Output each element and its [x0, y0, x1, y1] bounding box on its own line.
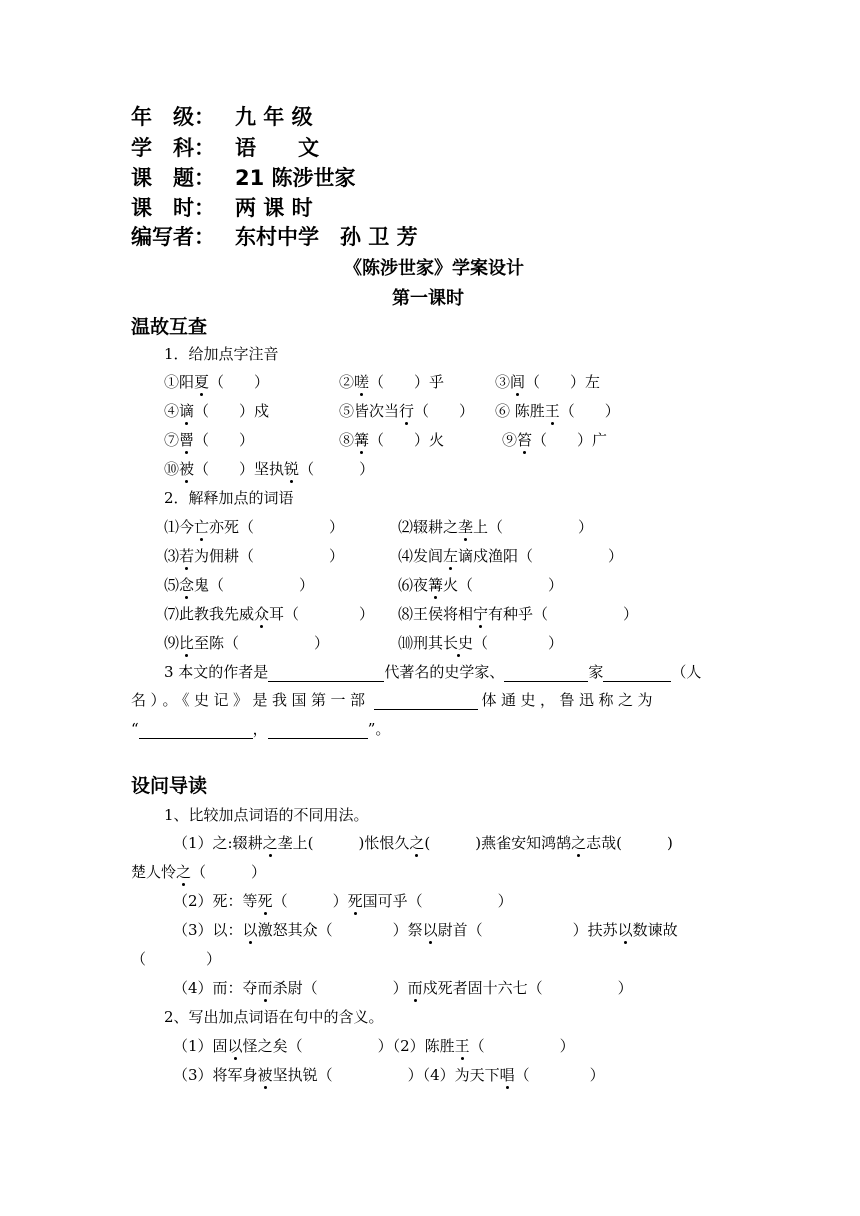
section-heading-review: 温故互查 — [131, 316, 208, 338]
q3-text: （人 — [671, 663, 702, 681]
q2-item: ⑷发闾左谪戍渔阳（ ） — [398, 547, 624, 565]
meta-grade-label: 年 级： — [131, 105, 215, 129]
answer-blank[interactable] — [268, 665, 384, 682]
q2-item: ⑼比至陈（ ） — [164, 634, 330, 652]
q3-text: ”。 — [367, 720, 391, 738]
s2-q2-b: （3）将军身被坚执锐（ ）（4）为天下唱（ ） — [173, 1066, 605, 1084]
meta-subject-label: 学 科： — [131, 136, 215, 160]
section-heading-guided-reading: 设问导读 — [131, 775, 208, 797]
q2-item: ⑵辍耕之垄上（ ） — [398, 518, 594, 536]
q1-item: ①阳夏（ ） — [164, 373, 270, 391]
q3-line3 — [131, 719, 390, 739]
meta-lesson-label: 课 题： — [131, 166, 215, 190]
q2-item: ⑴今亡亦死（ ） — [164, 518, 345, 536]
meta-lesson — [131, 163, 356, 193]
q2-title: 2．解释加点的词语 — [164, 489, 294, 507]
meta-author-label: 编写者： — [131, 225, 215, 249]
q2-item: ⑶若为佣耕（ ） — [164, 547, 345, 565]
answer-blank[interactable] — [139, 722, 253, 739]
s2-q2-a: （1）固以怪之矣（ ）（2）陈胜王（ ） — [173, 1037, 575, 1055]
q3-line2 — [131, 690, 657, 710]
meta-periods — [131, 193, 313, 223]
q1-item: ⑦罾（ ） — [164, 431, 255, 449]
q2-item: ⑽刑其长史（ ） — [398, 634, 564, 652]
q2-item: ⑺此教我先威众耳（ ） — [164, 605, 375, 623]
q3-line1 — [164, 662, 701, 682]
q1-item: ⑥ 陈胜王（ ） — [495, 402, 620, 420]
s2-q2-title: 2、写出加点词语在句中的含义。 — [164, 1008, 384, 1026]
q1-item: ③闾（ ）左 — [495, 373, 601, 391]
s2-q1-title: 1、比较加点词语的不同用法。 — [164, 806, 369, 824]
answer-blank[interactable] — [603, 665, 671, 682]
answer-blank[interactable] — [504, 665, 588, 682]
q3-text: “ — [131, 720, 139, 738]
q2-item: ⑹夜篝火（ ） — [398, 576, 564, 594]
answer-blank[interactable] — [374, 693, 478, 710]
s2-q1-c: （3）以：以激怒其众（ ）祭以尉首（ ）扶苏以数谏故 — [173, 921, 678, 939]
q3-text: ， — [252, 720, 268, 738]
q3-text: 3 本文的作者是 — [164, 663, 269, 681]
s2-q1-b: （2）死：等死（ ）死国可乎（ ） — [173, 892, 513, 910]
q1-item: ⑤皆次当行（ ） — [339, 402, 475, 420]
meta-lesson-value: 21 陈涉世家 — [235, 166, 356, 190]
page-title: 《陈涉世家》学案设计 — [344, 258, 524, 279]
q3-text: 体通史，鲁迅称之为 — [481, 691, 658, 709]
q2-item: ⑸念鬼（ ） — [164, 576, 315, 594]
q3-text: 代著名的史学家、 — [384, 663, 505, 681]
s2-q1-c2: （ ） — [131, 950, 222, 968]
q2-item: ⑻王侯将相宁有种乎（ ） — [398, 605, 639, 623]
meta-periods-label: 课 时： — [131, 196, 215, 220]
meta-subject — [131, 133, 319, 163]
meta-author — [131, 222, 418, 252]
s2-q1-a: （1）之:辍耕之垄上( )怅恨久之( )燕雀安知鸿鹄之志哉( ) — [173, 834, 673, 852]
q1-item: ⑨笞（ ）广 — [502, 431, 608, 449]
q1-item: ⑩被（ ）坚执锐（ ） — [164, 460, 375, 478]
q1-title: 1．给加点字注音 — [164, 345, 279, 363]
q1-item: ⑧篝（ ）火 — [339, 431, 445, 449]
meta-author-value: 东村中学 孙 卫 芳 — [235, 225, 418, 249]
meta-subject-value: 语 文 — [235, 136, 319, 160]
page-subtitle: 第一课时 — [392, 288, 464, 309]
q1-item: ④谪（ ）戍 — [164, 402, 270, 420]
s2-q1-a2: 楚人怜之（ ） — [131, 863, 267, 881]
meta-grade-value: 九 年 级 — [235, 105, 313, 129]
q3-text: 家 — [588, 663, 604, 681]
q1-item: ②嗟（ ）乎 — [339, 373, 445, 391]
s2-q1-d: （4）而：夺而杀尉（ ）而戍死者固十六七（ ） — [173, 979, 633, 997]
q3-text: 名）。《史记》是我国第一部 — [131, 691, 370, 709]
meta-periods-value: 两 课 时 — [235, 196, 313, 220]
meta-grade — [131, 102, 313, 132]
answer-blank[interactable] — [268, 722, 368, 739]
